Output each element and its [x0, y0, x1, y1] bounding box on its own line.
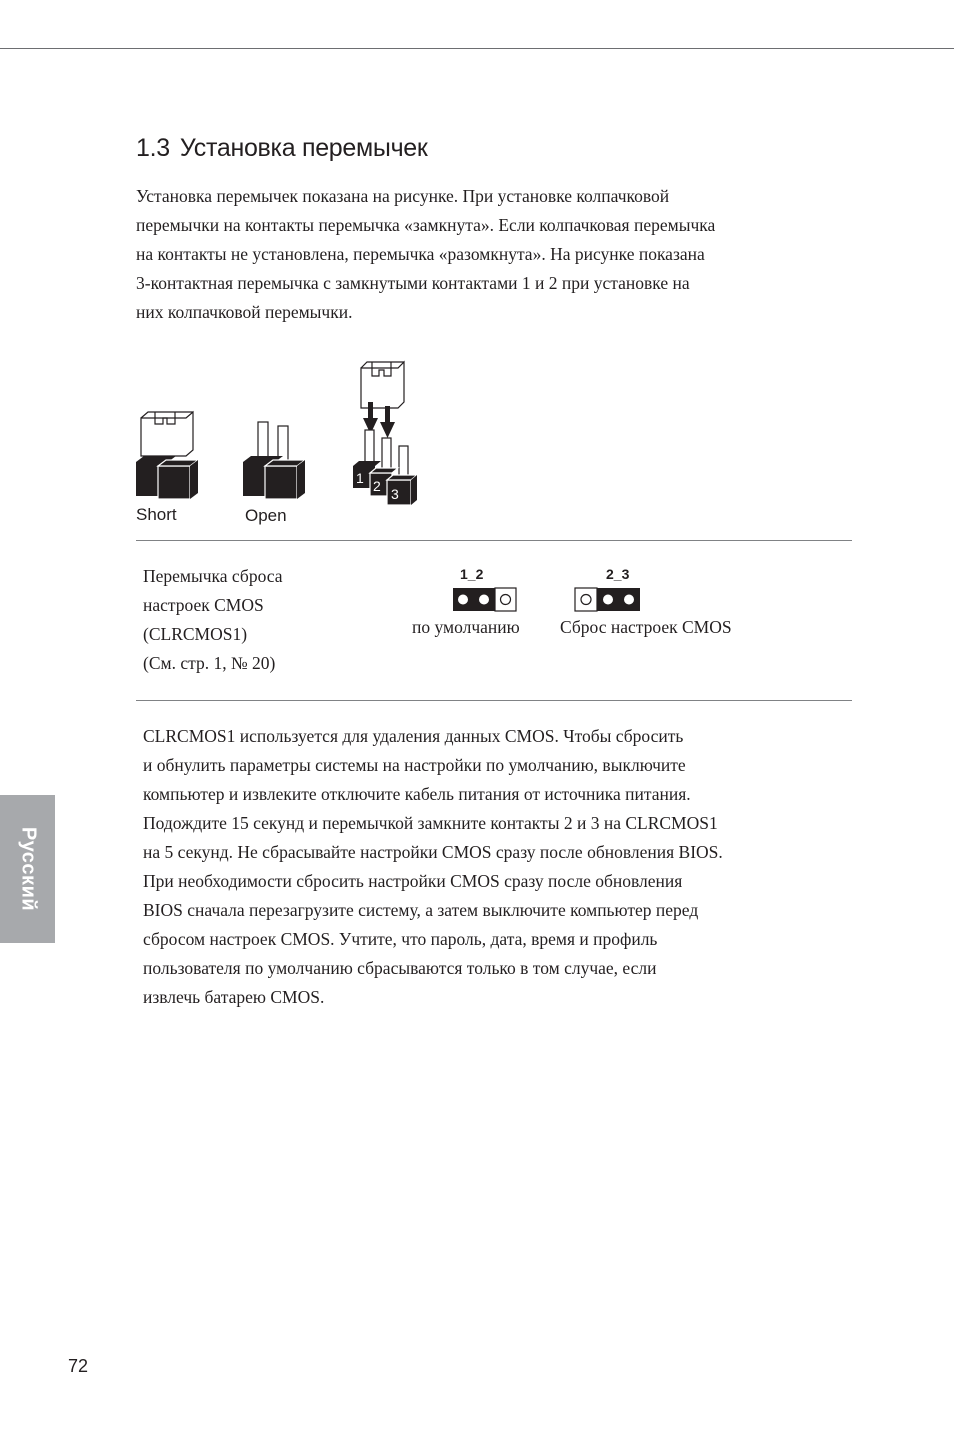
default-pins-label: 1_2: [460, 566, 484, 582]
language-tab-label: Русский: [17, 826, 39, 912]
description-line: компьютер и извлеките отключите кабель питания от источника питания.: [143, 784, 691, 804]
pin-number: 1: [356, 470, 364, 486]
jumper-illustration: [132, 358, 432, 530]
open-jumper-icon: [243, 422, 305, 499]
three-pin-jumper-icon: [353, 362, 417, 505]
intro-paragraph: [136, 182, 715, 327]
language-side-tab: [0, 795, 55, 943]
default-caption: по умолчанию: [412, 617, 520, 637]
short-label: Short: [136, 505, 177, 524]
description-line: сбросом настроек CMOS. Учтите, что пароль, дата, время и профиль: [143, 929, 658, 949]
short-jumper-icon: [136, 412, 198, 499]
intro-line: них колпачковой перемычки.: [136, 302, 353, 322]
section-title: Установка перемычек: [179, 134, 428, 162]
section-number: 1.3: [136, 134, 170, 162]
jumper-name: [143, 562, 283, 678]
open-label: Open: [245, 506, 287, 525]
pin-number: 2: [373, 478, 381, 494]
jumper-name-line: Перемычка сброса: [143, 566, 283, 586]
description-line: и обнулить параметры системы на настройки по умолчанию, выключите: [143, 755, 686, 775]
header-rule: [0, 48, 954, 49]
description-line: BIOS сначала перезагрузите систему, а затем выключите компьютер перед: [143, 900, 699, 920]
jumper-name-line: (CLRCMOS1): [143, 624, 248, 644]
pin-number: 3: [391, 486, 399, 502]
intro-line: 3-контактная перемычка с замкнутыми контактами 1 и 2 при установке на: [136, 273, 690, 293]
reset-pins-label: 2_3: [606, 566, 630, 582]
description-line: извлечь батарею CMOS.: [143, 987, 325, 1007]
reset-caption: Сброс настроек CMOS: [560, 617, 732, 637]
default-pins-icon: [452, 566, 518, 614]
intro-line: Установка перемычек показана на рисунке. При установке колпачковой: [136, 186, 670, 206]
page-number: 72: [68, 1356, 89, 1376]
description-line: Подождите 15 секунд и перемычкой замкните контакты 2 и 3 на CLRCMOS1: [143, 813, 718, 833]
intro-line: перемычки на контакты перемычка «замкнута». Если колпачковая перемычка: [136, 215, 716, 235]
description-line: пользователя по умолчанию сбрасываются только в том случае, если: [143, 958, 657, 978]
description-line: на 5 секунд. Не сбрасывайте настройки CMOS сразу после обновления BIOS.: [143, 842, 723, 862]
intro-line: на контакты не установлена, перемычка «разомкнута». На рисунке показана: [136, 244, 705, 264]
reset-pins-icon: [574, 566, 642, 614]
table-top-rule: [136, 540, 852, 541]
description-line: CLRCMOS1 используется для удаления данных CMOS. Чтобы сбросить: [143, 726, 684, 746]
table-bottom-rule: [136, 700, 852, 701]
jumper-name-line: (См. стр. 1, № 20): [143, 653, 276, 673]
description-line: При необходимости сбросить настройки CMOS сразу после обновления: [143, 871, 683, 891]
description-paragraph: [143, 722, 723, 1012]
section-heading: [136, 134, 428, 163]
jumper-name-line: настроек CMOS: [143, 595, 264, 615]
